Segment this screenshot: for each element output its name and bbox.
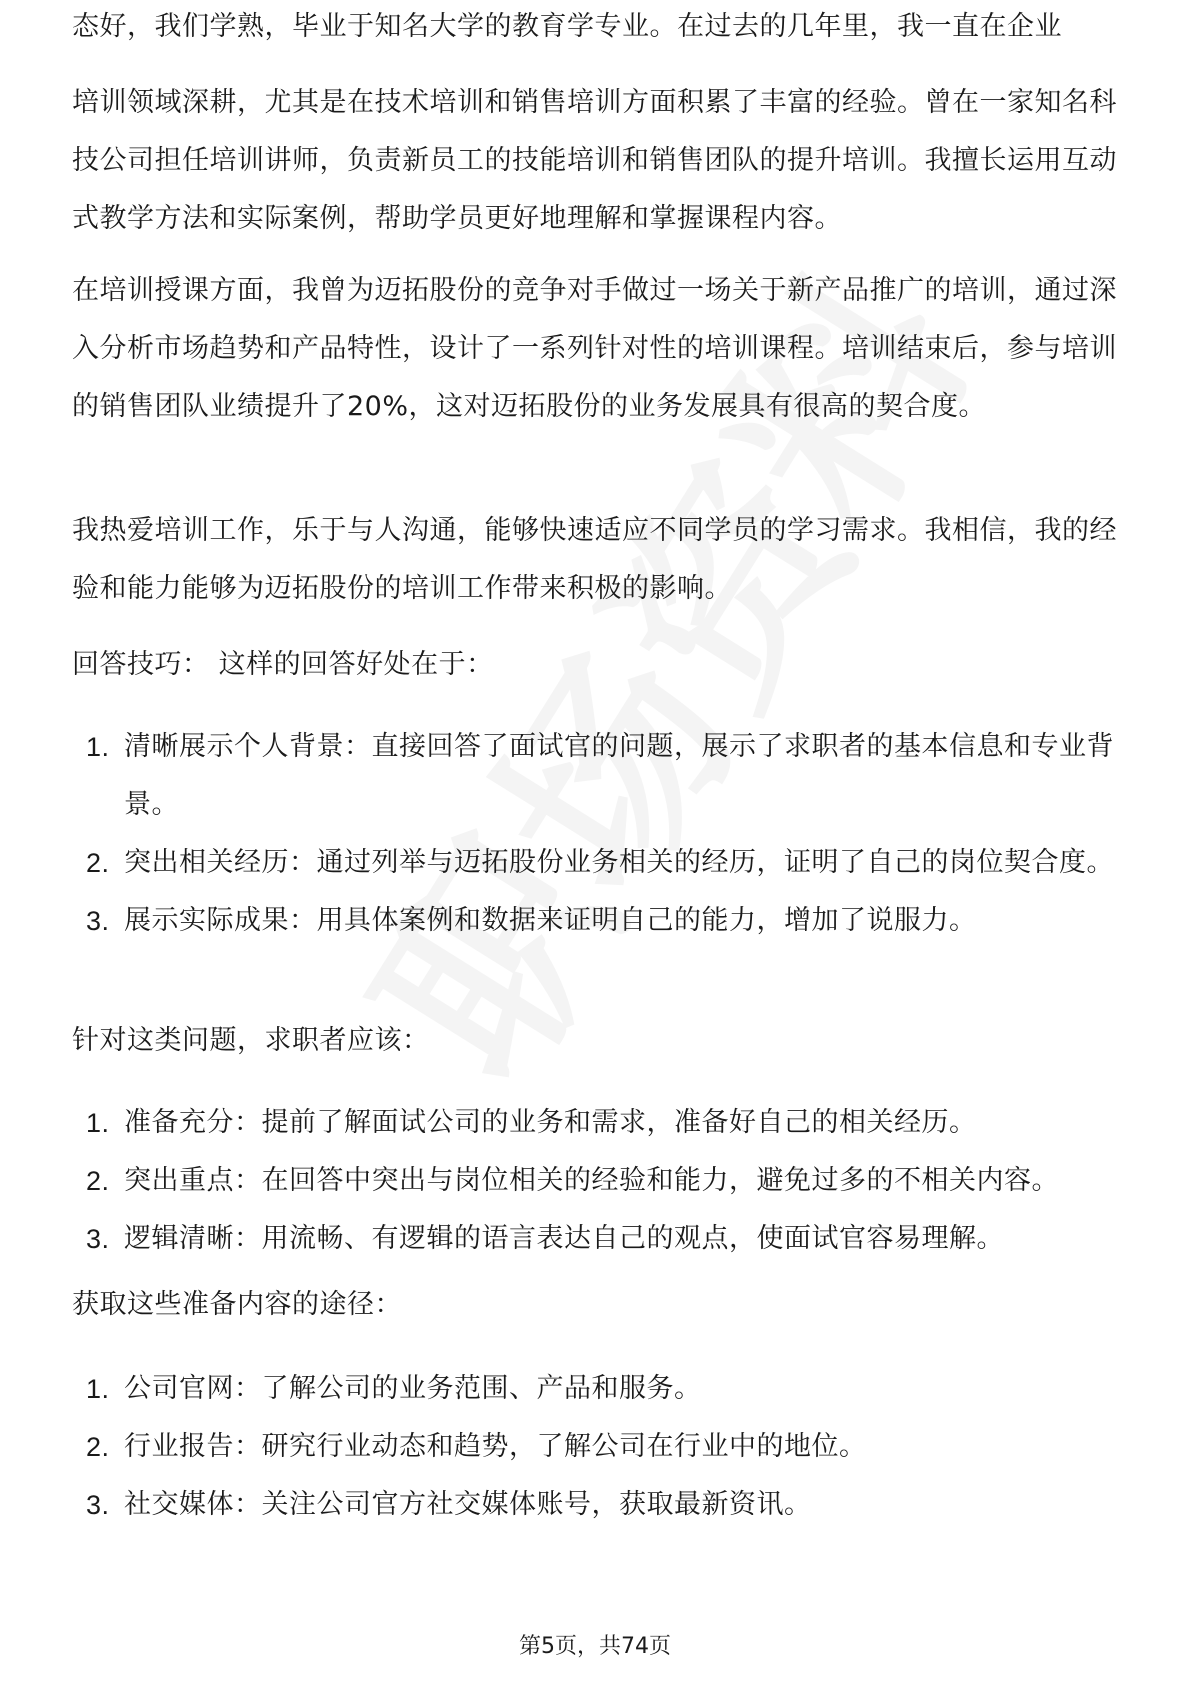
sources-heading: 获取这些准备内容的途径： bbox=[72, 1289, 402, 1320]
tips-list bbox=[72, 718, 1118, 950]
page-number-footer: 第5页，共74页 bbox=[519, 1634, 671, 1659]
list-item bbox=[72, 1476, 1118, 1534]
cut-off-top-line bbox=[72, 11, 1118, 66]
list-item bbox=[72, 718, 1118, 834]
intro-paragraph: 培训领域深耕，尤其是在技术培训和销售培训方面积累了丰富的经验。曾在一家知名科技公司担任培训讲师，负责新员工的技能培训和销售团队的提升培训。我擅长运用互动式教学方法和实际案例，帮助学员更好地理解和掌握课程内容。 bbox=[72, 87, 1117, 234]
list-item-number: 2. bbox=[86, 848, 110, 878]
list-item-text: 展示实际成果：用具体案例和数据来证明自己的能力，增加了说服力。 bbox=[124, 905, 977, 936]
sources-list bbox=[72, 1360, 1118, 1534]
list-item-text: 社交媒体：关注公司官方社交媒体账号，获取最新资讯。 bbox=[124, 1489, 812, 1520]
list-item-text: 公司官网：了解公司的业务范围、产品和服务。 bbox=[124, 1373, 702, 1404]
list-item-number: 2. bbox=[86, 1166, 110, 1196]
list-item-number: 2. bbox=[86, 1432, 110, 1462]
list-item-text: 逻辑清晰：用流畅、有逻辑的语言表达自己的观点，使面试官容易理解。 bbox=[124, 1223, 1004, 1254]
list-item bbox=[72, 1418, 1118, 1476]
list-item-number: 3. bbox=[86, 906, 110, 936]
list-item bbox=[72, 1360, 1118, 1418]
closing-paragraph: 我热爱培训工作，乐于与人沟通，能够快速适应不同学员的学习需求。我相信，我的经验和能力能够为迈拓股份的培训工作带来积极的影响。 bbox=[72, 515, 1117, 604]
list-item bbox=[72, 1152, 1118, 1210]
list-item-text: 清晰展示个人背景：直接回答了面试官的问题，展示了求职者的基本信息和专业背景。 bbox=[124, 731, 1114, 820]
list-item-text: 准备充分：提前了解面试公司的业务和需求，准备好自己的相关经历。 bbox=[124, 1107, 977, 1138]
list-item bbox=[72, 1210, 1118, 1268]
list-item-text: 行业报告：研究行业动态和趋势，了解公司在行业中的地位。 bbox=[124, 1431, 867, 1462]
list-item-number: 3. bbox=[86, 1490, 110, 1520]
list-item-number: 3. bbox=[86, 1224, 110, 1254]
list-item bbox=[72, 892, 1118, 950]
list-item-number: 1. bbox=[86, 1374, 110, 1404]
list-item-number: 1. bbox=[86, 732, 110, 762]
list-item bbox=[72, 1094, 1118, 1152]
list-item-number: 1. bbox=[86, 1108, 110, 1138]
should-list bbox=[72, 1094, 1118, 1268]
tips-heading: 回答技巧： 这样的回答好处在于： bbox=[72, 649, 494, 680]
experience-paragraph: 在培训授课方面，我曾为迈拓股份的竞争对手做过一场关于新产品推广的培训，通过深入分析市场趋势和产品特性，设计了一系列针对性的培训课程。培训结束后，参与培训的销售团队业绩提升了20%，这对迈拓股份的业务发展具有很高的契合度。 bbox=[72, 275, 1117, 422]
list-item-text: 突出相关经历：通过列举与迈拓股份业务相关的经历，证明了自己的岗位契合度。 bbox=[124, 847, 1114, 878]
list-item-text: 突出重点：在回答中突出与岗位相关的经验和能力，避免过多的不相关内容。 bbox=[124, 1165, 1059, 1196]
list-item bbox=[72, 834, 1118, 892]
cut-off-top-text: 态好，我们学熟，毕业于知名大学的教育学专业。在过去的几年里，我一直在企业 bbox=[72, 11, 1062, 42]
should-heading: 针对这类问题，求职者应该： bbox=[72, 1025, 430, 1056]
